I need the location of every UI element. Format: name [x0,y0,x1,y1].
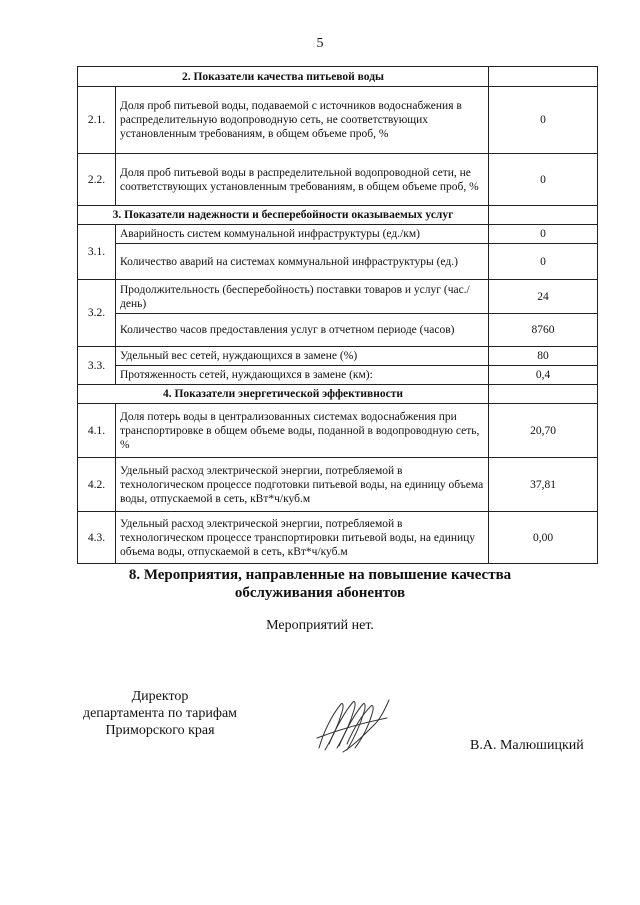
section-title-3: 3. Показатели надежности и бесперебойности оказываемых услуг [78,206,489,225]
table-row [78,404,598,458]
signatory-name: В.А. Малюшицкий [470,738,584,753]
table-row [78,225,598,244]
row-number: 3.3. [78,347,116,385]
indicator-name: Удельный расход электрической энергии, потребляемой в технологическом процессе подготовки питьевой воды, на единицу объема воды, отпускаемой в сеть, кВт*ч/куб.м [116,458,489,512]
page-number: 5 [316,36,324,51]
section-8-heading [0,566,640,602]
indicator-name: Аварийность систем коммунальной инфраструктуры (ед./км) [116,225,489,244]
table-row [78,280,598,314]
handwritten-signature [313,694,393,756]
section-empty-cell [489,67,598,87]
indicator-value: 0 [489,154,598,206]
table-row [78,244,598,280]
signatory-title [62,688,258,739]
indicator-name: Доля потерь воды в централизованных системах водоснабжения при транспортировке в общем объеме воды, поданной в водопроводную сеть, % [116,404,489,458]
table-row [78,87,598,154]
indicator-name: Протяженность сетей, нуждающихся в замене (км): [116,366,489,385]
indicator-value: 8760 [489,314,598,347]
signatory-title-line-3: Приморского края [105,723,215,738]
indicator-value: 24 [489,280,598,314]
row-number: 3.1. [78,225,116,280]
indicator-value: 20,70 [489,404,598,458]
section-title-2: 2. Показатели качества питьевой воды [78,67,489,87]
section-8-heading-line-1: 8. Мероприятия, направленные на повышение качества [128,567,512,583]
indicator-name: Удельный расход электрической энергии, потребляемой в технологическом процессе транспортировки питьевой воды, на единицу объема воды, отпускаемой в сеть, кВт*ч/куб.м [116,512,489,564]
table-row [78,512,598,564]
indicator-name: Доля проб питьевой воды в распределительной водопроводной сети, не соответствующих установленным требованиям, в общем объеме проб, % [116,154,489,206]
indicator-value: 80 [489,347,598,366]
indicators-table [77,66,598,564]
indicator-value: 0 [489,87,598,154]
table-row [78,458,598,512]
indicator-value: 0 [489,225,598,244]
section-8-heading-line-2: обслуживания абонентов [234,585,406,601]
row-number: 3.2. [78,280,116,347]
indicator-value: 0,4 [489,366,598,385]
row-number: 2.1. [78,87,116,154]
table-row [78,347,598,366]
table-section-row [78,385,598,404]
indicator-value: 0 [489,244,598,280]
table-row [78,314,598,347]
signatory-title-line-2: департамента по тарифам [82,706,238,721]
signatory-title-line-1: Директор [131,689,189,704]
row-number: 4.2. [78,458,116,512]
section-empty-cell [489,385,598,404]
table-row [78,154,598,206]
section-empty-cell [489,206,598,225]
row-number: 4.3. [78,512,116,564]
indicator-name: Количество часов предоставления услуг в отчетном периоде (часов) [116,314,489,347]
indicator-name: Продолжительность (бесперебойность) поставки товаров и услуг (час./день) [116,280,489,314]
indicator-name: Количество аварий на системах коммунальной инфраструктуры (ед.) [116,244,489,280]
table-section-row [78,206,598,225]
row-number: 4.1. [78,404,116,458]
row-number: 2.2. [78,154,116,206]
indicator-name: Доля проб питьевой воды, подаваемой с источников водоснабжения в распределительную водопроводную сеть, не соответствующих установленным требованиям, в общем объеме проб, % [116,87,489,154]
indicator-value: 37,81 [489,458,598,512]
section-title-4: 4. Показатели энергетической эффективности [78,385,489,404]
table-row [78,366,598,385]
measures-text: Мероприятий нет. [266,618,374,633]
indicator-name: Удельный вес сетей, нуждающихся в замене (%) [116,347,489,366]
table-section-row [78,67,598,87]
indicator-value: 0,00 [489,512,598,564]
